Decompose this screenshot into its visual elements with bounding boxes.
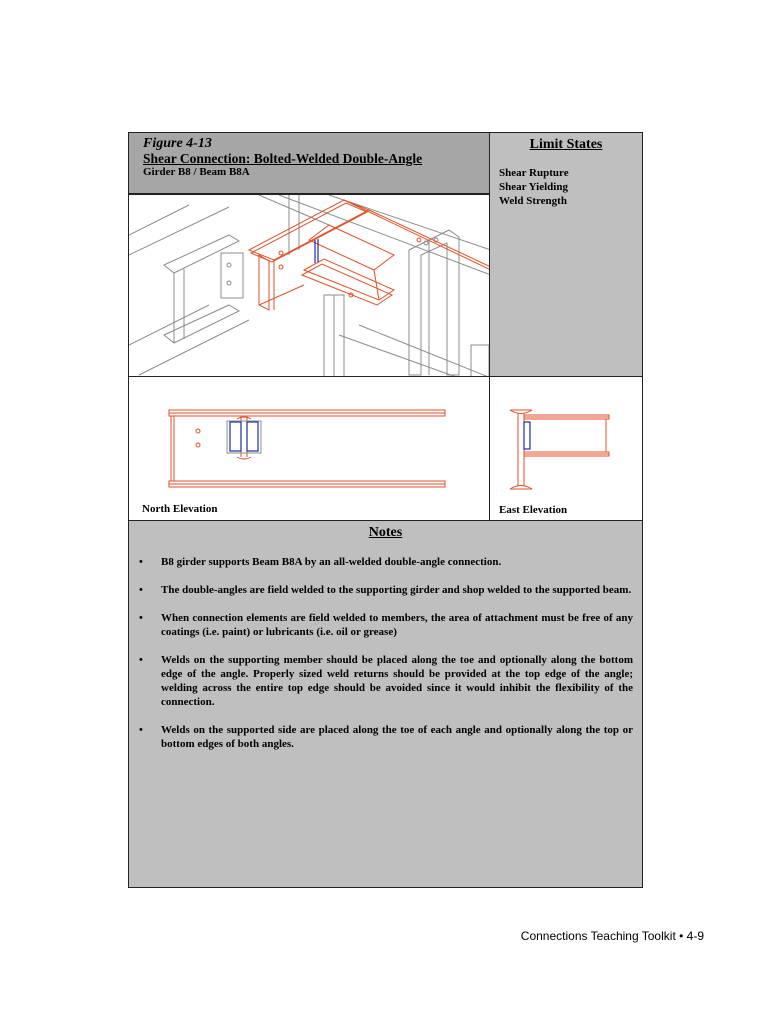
- page-footer: Connections Teaching Toolkit • 4-9: [520, 929, 704, 943]
- bullet-icon: •: [139, 612, 143, 624]
- east-elevation-drawing: [490, 377, 644, 522]
- limit-states-title: Limit States: [529, 137, 603, 152]
- notes-title: Notes: [368, 525, 403, 540]
- notes-panel: [128, 520, 643, 888]
- east-elevation-caption: East Elevation: [499, 504, 568, 516]
- isometric-drawing: [129, 195, 491, 378]
- bullet-icon: •: [139, 654, 143, 666]
- note-text: Welds on the supporting member should be placed along the toe and optionally along the bottom edge of the angle. Properly sized weld returns should be provided at the top edge of the angle; welding across the entire top edge should be avoided since it would inhibit the flexibility of the connection.: [161, 654, 633, 708]
- east-elevation-panel: [489, 376, 643, 521]
- note-text: The double-angles are field welded to the supporting girder and shop welded to the supported beam.: [161, 584, 632, 596]
- bullet-icon: •: [139, 584, 143, 596]
- north-elevation-caption: North Elevation: [142, 503, 218, 515]
- bullet-icon: •: [139, 556, 143, 568]
- note-text: Welds on the supported side are placed along the toe of each angle and optionally along the top or bottom edges of both angles.: [161, 724, 633, 750]
- figure-number: Figure 4-13: [143, 136, 212, 151]
- note-item: [139, 555, 633, 569]
- figure-title: Shear Connection: Bolted-Welded Double-Angle: [143, 151, 423, 166]
- limit-states-list: [499, 166, 569, 208]
- note-text: When connection elements are field welded to members, the area of attachment must be free of any coatings (i.e. paint) or lubricants (i.e. oil or grease): [161, 612, 633, 638]
- note-text: B8 girder supports Beam B8A by an all-welded double-angle connection.: [161, 556, 502, 568]
- limit-states-panel: [489, 132, 643, 377]
- note-item: [139, 723, 633, 751]
- limit-state-item: Shear Yielding: [499, 181, 568, 193]
- bullet-icon: •: [139, 724, 143, 736]
- isometric-view-panel: [128, 194, 490, 377]
- figure-title-block: [128, 132, 490, 194]
- note-item: [139, 653, 633, 709]
- figure-subtitle: Girder B8 / Beam B8A: [143, 166, 250, 178]
- note-item: [139, 583, 633, 597]
- notes-list: [139, 555, 633, 765]
- limit-state-item: Weld Strength: [499, 195, 567, 207]
- north-elevation-drawing: [129, 377, 491, 522]
- note-item: [139, 611, 633, 639]
- north-elevation-panel: [128, 376, 490, 521]
- limit-state-item: Shear Rupture: [499, 167, 569, 179]
